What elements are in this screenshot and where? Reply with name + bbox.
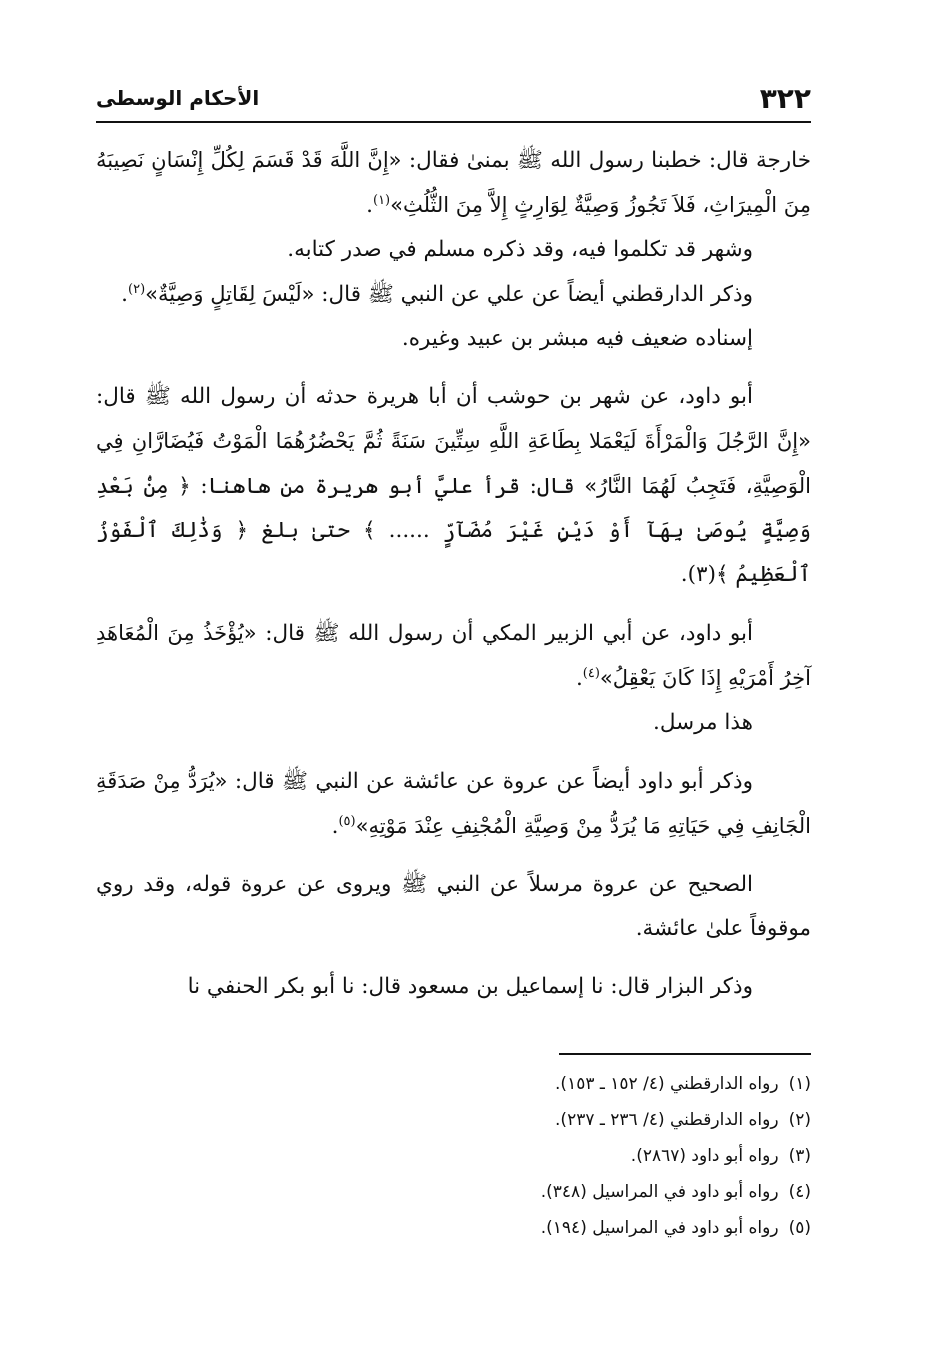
paragraph [96, 228, 811, 272]
footnote-text: رواه أبو داود (٢٨٦٧). [630, 1146, 779, 1166]
paragraph [96, 759, 811, 849]
running-title: الأحكام الوسطى [96, 86, 260, 110]
main-text [96, 138, 811, 1009]
paragraph-text: وشهر قد تكلموا فيه، وقد ذكره مسلم في صدر كتابه. [287, 237, 753, 262]
footnote-number: (٤) [788, 1182, 811, 1202]
paragraph [96, 375, 811, 597]
paragraph [96, 272, 811, 317]
hadith-quote: «لَيْسَ لِقَاتِلٍ وَصِيَّةٌ» [145, 282, 315, 306]
paragraph-text: الصحيح عن عروة مرسلاً عن النبي ﷺ ويروى عن عروة قوله، وقد روي موقوفاً علىٰ عائشة. [96, 872, 811, 941]
paragraph-tail: . [366, 193, 373, 218]
paragraph [96, 701, 811, 745]
footnote [96, 1174, 811, 1210]
footnote-ref: (١) [372, 192, 391, 208]
footnote-rule [559, 1053, 811, 1055]
paragraph-text: وذكر البزار قال: نا إسماعيل بن مسعود قال: نا أبو بكر الحنفي نا [187, 974, 753, 999]
paragraph-text: أبو داود، عن شهر بن حوشب أن أبا هريرة حدثه أن رسول الله ﷺ قال: [96, 384, 753, 409]
footnote [96, 1102, 811, 1138]
footnote-ref: (٢) [128, 281, 146, 297]
footnotes [96, 1066, 811, 1246]
hadith-quote: «يُرَدُّ مِنْ صَدَقَةِ الْجَانِفِ فِي حَيَاتِهِ مَا يُرَدُّ مِنْ وَصِيَّةِ الْمُجْنِفِ عِنْدَ مَوْتِهِ» [96, 769, 811, 838]
paragraph [96, 863, 811, 951]
page-header [96, 78, 811, 118]
footnote-number: (٣) [788, 1146, 811, 1166]
paragraph [96, 965, 811, 1009]
paragraph [96, 317, 811, 361]
paragraph-text: إسناده ضعيف فيه مبشر بن عبيد وغيره. [401, 326, 753, 351]
paragraph-text: هذا مرسل. [653, 710, 753, 735]
paragraph [96, 611, 811, 701]
paragraph-text: أبو داود، عن أبي الزبير المكي أن رسول الله ﷺ قال: [256, 621, 753, 646]
footnote-number: (٢) [788, 1110, 811, 1130]
footnote-text: رواه أبو داود في المراسيل (١٩٤). [540, 1218, 779, 1238]
paragraph-text: وذكر أبو داود أيضاً عن عروة عن عائشة عن النبي ﷺ قال: [227, 769, 753, 794]
footnote-number: (٥) [788, 1218, 811, 1238]
paragraph-text: وذكر الدارقطني أيضاً عن علي عن النبي ﷺ قال: [314, 282, 753, 307]
footnote [96, 1066, 811, 1102]
footnote-ref: (٥) [338, 813, 356, 829]
footnote-ref: (٤) [582, 665, 600, 681]
footnote [96, 1138, 811, 1174]
header-rule [96, 121, 811, 123]
paragraph [96, 138, 811, 228]
paragraph-text: خارجة قال: خطبنا رسول الله ﷺ بمنىٰ فقال: [401, 148, 811, 173]
footnote-text: رواه أبو داود في المراسيل (٣٤٨). [540, 1182, 779, 1202]
footnote-text: رواه الدارقطني (٤/ ١٥٢ ـ ١٥٣). [555, 1074, 779, 1094]
paragraph-tail: قال: قرأ عليَّ أبو هريرة من هاهنا: ﴿ مِنْۢ بَعْدِ وَصِيَّةٍ يُوصَىٰ بِهَآ أَوْ دَيْنٍ غَيْرَ مُضَآرٍّ ...... ﴾ حتىٰ بلغ ﴿ وَذَٰلِكَ ٱلْفَوْزُ ٱلْعَظِيمُ ﴾(٣). [96, 474, 811, 587]
footnote [96, 1210, 811, 1246]
hadith-quote: «إِنَّ الرَّجُلَ وَالْمَرْأَةَ لَيَعْمَلا بِطَاعَةِ اللَّهِ سِتِّينَ سَنَةً ثُمَّ يَحْضُرُهُمَا الْمَوْتُ فَيُضَارَّانِ فِي الْوَصِيَّةِ، فَتَجِبُ لَهُمَا النَّارُ» [96, 429, 811, 498]
footnote-number: (١) [788, 1074, 811, 1094]
footnote-text: رواه الدارقطني (٤/ ٢٣٦ ـ ٢٣٧). [555, 1110, 779, 1130]
paragraph-tail: . [331, 814, 339, 839]
hadith-quote: «إِنَّ اللَّهَ قَدْ قَسَمَ لِكُلِّ إِنْسَانٍ نَصِيبَهُ مِنَ الْمِيرَاثِ، فَلاَ تَجُوزُ وَصِيَّةٌ لِوَارِثٍ إِلاَّ مِنَ الثُّلُثِ» [96, 148, 811, 217]
hadith-quote: «يُؤْخَذُ مِنَ الْمُعَاهَدِ آخِرُ أَمْرَيْهِ إِذَا كَانَ يَعْقِلُ» [96, 621, 811, 690]
page-number: ٣٢٢ [759, 82, 811, 115]
paragraph-tail: . [121, 282, 129, 307]
paragraph-tail: . [575, 666, 583, 691]
